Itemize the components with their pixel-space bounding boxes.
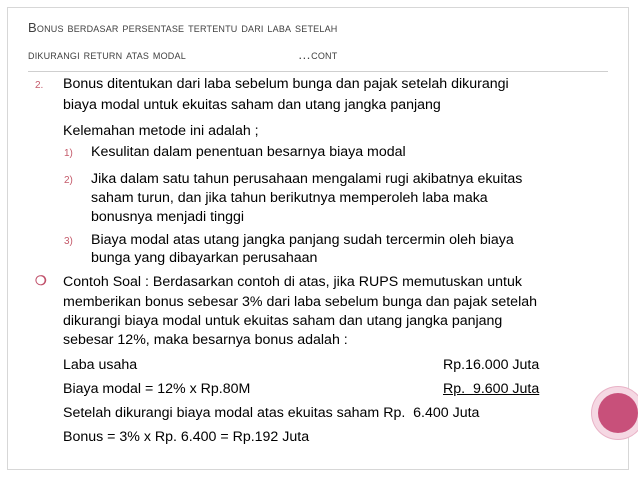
title-line-2-text: dikurangi return atas modal: [28, 47, 186, 62]
title-line-2: [28, 41, 608, 68]
item-number: 2.: [35, 80, 44, 91]
setelah-line: Setelah dikurangi biaya modal atas ekuitas saham Rp. 6.400 Juta: [63, 405, 480, 421]
laba-value: Rp.16.000 Juta: [443, 357, 540, 373]
weakness-number: 3): [64, 236, 73, 247]
weakness-line: Kesulitan dalam penentuan besarnya biaya modal: [91, 144, 406, 160]
item-2-line-2: biaya modal untuk ekuitas saham dan utang jangka panjang: [63, 97, 441, 113]
example-line: Contoh Soal : Berdasarkan contoh di atas, jika RUPS memutuskan untuk: [63, 274, 522, 290]
title-cont: …cont: [297, 47, 338, 62]
weakness-line: saham turun, dan jika tahun berikutnya memperoleh laba maka: [91, 190, 488, 206]
weakness-line: bonusnya menjadi tinggi: [91, 209, 245, 225]
item-2-line-1: Bonus ditentukan dari laba sebelum bunga dan pajak setelah dikurangi: [63, 76, 509, 92]
title-line-1-text: Bonus berdasar persentase tertentu dari laba setelah: [28, 20, 338, 35]
weakness-intro: Kelemahan metode ini adalah ;: [63, 123, 259, 139]
title-divider: [28, 71, 608, 72]
laba-label: Laba usaha: [63, 357, 138, 373]
bullet-circle-icon: ❍: [35, 273, 47, 288]
weakness-number: 1): [64, 148, 73, 159]
slide-title: [28, 14, 608, 68]
weakness-number: 2): [64, 175, 73, 186]
weakness-line: Biaya modal atas utang jangka panjang sudah tercermin oleh biaya: [91, 232, 514, 248]
bonus-line: Bonus = 3% x Rp. 6.400 = Rp.192 Juta: [63, 429, 310, 445]
biaya-label: Biaya modal = 12% x Rp.80M: [63, 381, 251, 397]
title-line-1: [28, 14, 608, 41]
example-line: dikurangi biaya modal untuk ekuitas saham dan utang jangka panjang: [63, 313, 503, 329]
weakness-line: bunga yang dibayarkan perusahaan: [91, 250, 318, 266]
example-line: sebesar 12%, maka besarnya bonus adalah :: [63, 332, 348, 348]
decorative-circle: [598, 393, 638, 433]
biaya-value: Rp. 9.600 Juta: [443, 381, 540, 397]
weakness-line: Jika dalam satu tahun perusahaan mengalami rugi akibatnya ekuitas: [91, 171, 523, 187]
example-line: memberikan bonus sebesar 3% dari laba sebelum bunga dan pajak setelah: [63, 294, 538, 310]
